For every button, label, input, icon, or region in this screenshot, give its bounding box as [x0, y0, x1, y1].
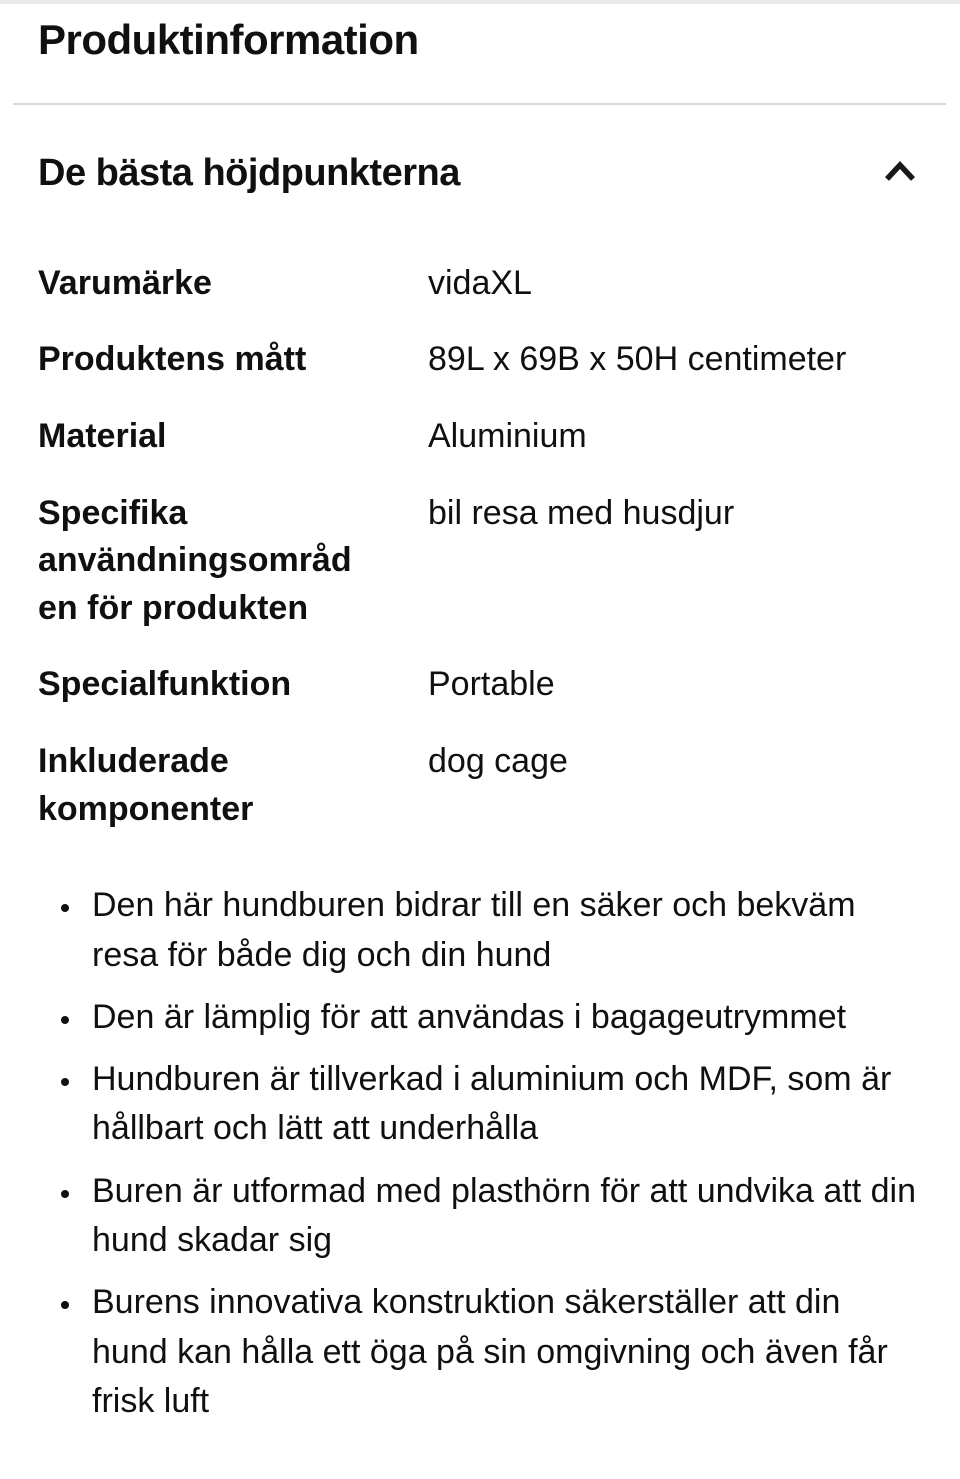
section-divider [13, 103, 946, 105]
spec-row-material [38, 413, 920, 461]
spec-row-specific-uses [38, 490, 920, 633]
spec-label: Varumärke [38, 263, 212, 302]
spec-value: Aluminium [428, 417, 587, 456]
product-information-panel [0, 14, 960, 1426]
page-title: Produktinformation [38, 16, 419, 63]
spec-value: bil resa med husdjur [428, 493, 735, 532]
spec-row-brand [38, 260, 920, 308]
highlight-item: • Burens innovativa konstruktion säkerställer att din hund kan hålla ett öga på sin omgivning och även får frisk luft [84, 1278, 920, 1426]
spec-table [38, 260, 920, 833]
spec-value: dog cage [428, 742, 568, 781]
highlights-section-header[interactable] [38, 149, 920, 198]
spec-label: Material [38, 417, 167, 456]
spec-value: vidaXL [428, 263, 532, 302]
highlight-item: • Den här hundburen bidrar till en säker och bekväm resa för både dig och din hund [84, 881, 920, 980]
spec-value: 89L x 69B x 50H centimeter [428, 340, 847, 379]
top-edge-strip [0, 0, 960, 4]
spec-row-dimensions [38, 336, 920, 384]
highlight-bullet-list [38, 881, 920, 1426]
highlight-item: • Den är lämplig för att användas i bagageutrymmet [84, 993, 920, 1042]
spec-label: Inkluderade komponenter [38, 742, 254, 828]
spec-row-special-feature [38, 661, 920, 709]
highlight-item: • Buren är utformad med plasthörn för att undvika att din hund skadar sig [84, 1167, 920, 1266]
chevron-up-icon [880, 175, 920, 190]
highlight-item: • Hundburen är tillverkad i aluminium och MDF, som är hållbart och lätt att underhålla [84, 1055, 920, 1154]
spec-label: Produktens mått [38, 340, 307, 379]
spec-row-included-components [38, 738, 920, 833]
spec-value: Portable [428, 665, 555, 704]
spec-label: Specifika användningsområden för produkten [38, 493, 352, 627]
spec-label: Specialfunktion [38, 665, 292, 704]
collapse-section-button[interactable] [880, 149, 920, 187]
highlights-section-title: De bästa höjdpunkterna [38, 151, 460, 194]
